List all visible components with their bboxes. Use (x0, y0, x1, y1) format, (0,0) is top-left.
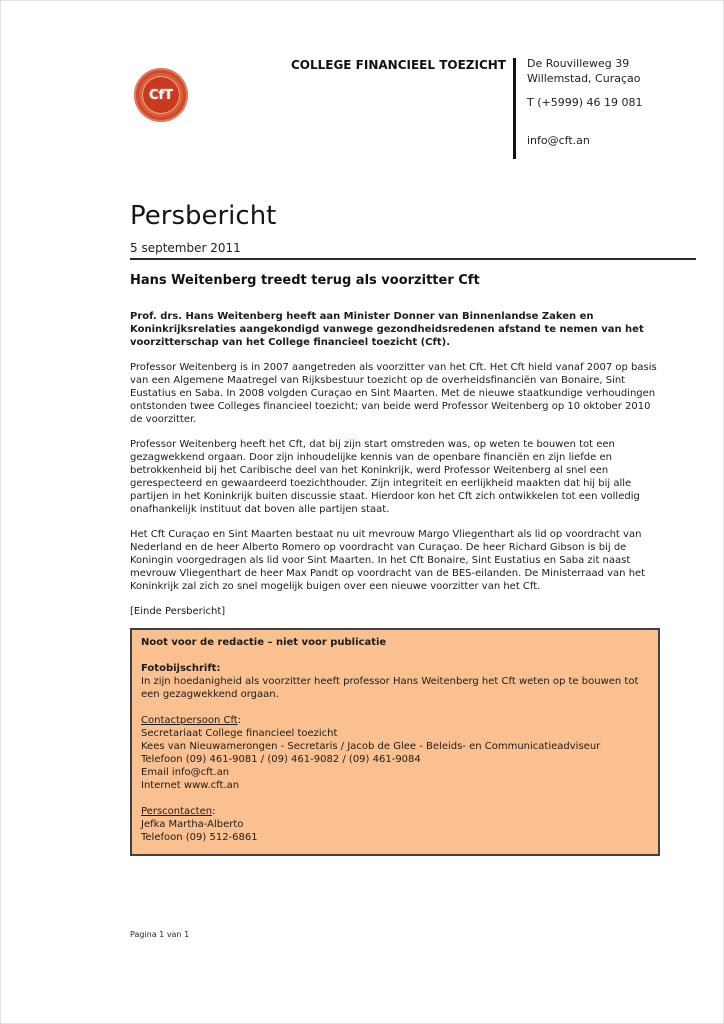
contact-section (141, 714, 649, 792)
note-box-title: Noot voor de redactie – niet voor publicatie (141, 637, 387, 648)
press-label (141, 805, 649, 818)
press-label-colon: : (212, 806, 216, 817)
address-city: Willemstad, Curaçao (527, 72, 641, 85)
press-contact-line: Jefka Martha-Alberto (141, 819, 244, 830)
document-body (130, 201, 696, 856)
address-street: De Rouvilleweg 39 (527, 57, 630, 70)
body-paragraph: Professor Weitenberg heeft het Cft, dat bij zijn start omstreden was, op weten te bouwen tot een gezagwekkend orgaan. Door zijn inhoudelijke kennis van de openbare financiën en zijn liefde en betrokkenheid bij het Caribische deel van het Koninkrijk, werd Professor Weitenberg al snel een gerespecteerd en gewaardeerd toezichthouder. Zijn integriteit en eerlijkheid maakten dat hij bij alle partijen in het Koninkrijk buiten discussie staat. Hierdoor kon het Cft zich ontwikkelen tot een volledig onafhankelijk instituut dat boven alle partijen staat. (130, 439, 640, 515)
lead-paragraph: Prof. drs. Hans Weitenberg heeft aan Minister Donner van Binnenlandse Zaken en Koninkrijksrelaties aangekondigd vanwege gezondheidsredenen afstand te nemen van het voorzitterschap van het College financieel toezicht (Cft). (130, 311, 644, 348)
page-number: Pagina 1 van 1 (130, 930, 190, 939)
address-block (527, 56, 643, 148)
press-contact-section (141, 805, 649, 844)
contact-line: Internet www.cft.an (141, 780, 240, 791)
phone-number: T (+5999) 46 19 081 (527, 96, 643, 109)
org-name: COLLEGE FINANCIEEL TOEZICHT (290, 58, 506, 72)
body-paragraph: Professor Weitenberg is in 2007 aangetreden als voorzitter van het Cft. Het Cft hield vanaf 2007 op basis van een Algemene Maatregel van Rijksbestuur toezicht op de overheidsfinanciën van Bonaire, Sint Eustatius en Saba. In 2008 volgden Curaçao en Sint Maarten. Met de nieuwe staatkundige verhoudingen ontstonden twee Colleges financieel toezicht; van beide werd Professor Weitenberg op 10 oktober 2010 de voorzitter. (130, 362, 657, 425)
date-rule (130, 258, 696, 260)
contact-label-colon: : (237, 715, 242, 726)
contact-line: Kees van Nieuwamerongen - Secretaris / Jacob de Glee - Beleids- en Communicatieadviseur (141, 741, 601, 752)
press-label-text: Perscontacten (141, 806, 213, 817)
contact-line: Email info@cft.an (141, 767, 230, 778)
press-contact-line: Telefoon (09) 512-6861 (141, 832, 258, 843)
contact-label-text: Contactpersoon Cft (141, 715, 238, 726)
contact-line: Secretariaat College financieel toezicht (141, 728, 338, 739)
email-address: info@cft.an (527, 134, 590, 147)
header-divider (513, 58, 516, 159)
page-title: Persbericht (130, 201, 277, 231)
headline: Hans Weitenberg treedt terug als voorzitter Cft (130, 273, 480, 288)
editorial-note-box (130, 628, 660, 856)
photo-caption: In zijn hoedanigheid als voorzitter heeft professor Hans Weitenberg het Cft weten op te bouwen tot een gezagwekkend orgaan. (141, 676, 639, 700)
contact-line: Telefoon (09) 461-9081 / (09) 461-9082 / (09) 461-9084 (141, 754, 421, 765)
document-date: 5 september 2011 (130, 241, 241, 255)
contact-label (141, 714, 649, 727)
photo-caption-label: Fotobijschrift: (141, 663, 221, 674)
cft-logo-text: CfT (142, 76, 180, 114)
cft-seal-logo-icon (134, 68, 188, 122)
end-of-release-marker: [Einde Persbericht] (130, 606, 226, 617)
body-paragraph: Het Cft Curaçao en Sint Maarten bestaat nu uit mevrouw Margo Vliegenthart als lid op voordracht van Nederland en de heer Alberto Romero op voordracht van Curaçao. De heer Richard Gibson is bij de Koningin voorgedragen als lid voor Sint Maarten. In het Cft Bonaire, Sint Eustatius en Saba zit naast mevrouw Vliegenthart de heer Max Pandt op voordracht van de BES-eilanden. De Ministerraad van het Koninkrijk zal zich zo snel mogelijk buigen over een nieuwe voorzitter van het Cft. (130, 529, 646, 592)
